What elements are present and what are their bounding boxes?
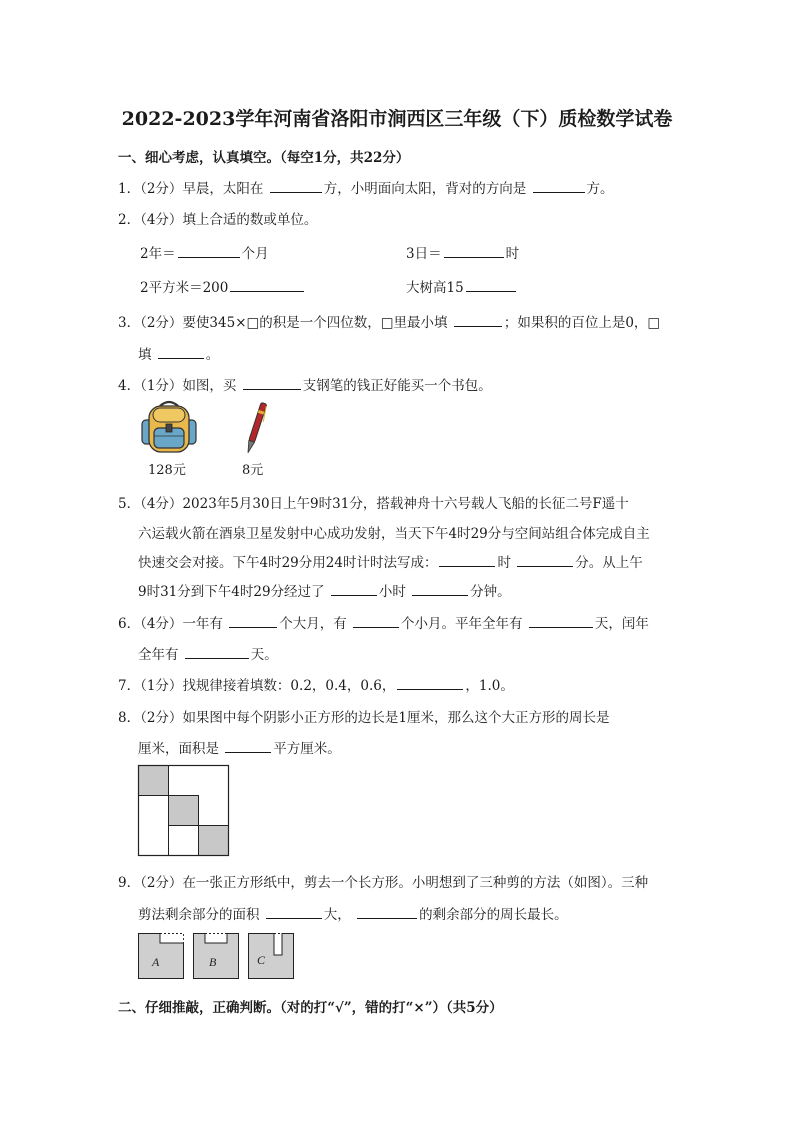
q2-item-unit: 时 — [505, 246, 520, 262]
q3-text: 填 — [138, 347, 152, 363]
figure-c-label: C — [257, 953, 266, 967]
q5-text: 9时31分到下午4时29分经过了 — [138, 584, 325, 600]
q5-text: 分。从上午 — [575, 555, 643, 571]
q3-text: 。 — [205, 347, 220, 363]
q2-item-text: 3日＝ — [406, 246, 442, 262]
q9-text: 剪法剩余部分的面积 — [138, 907, 260, 923]
q7-text: ，1.0。 — [465, 678, 514, 694]
question-9-line-2 — [138, 903, 568, 923]
q4-text: 支钢笔的钱正好能买一个书包。 — [302, 378, 492, 394]
q3-number: 3． — [118, 315, 141, 331]
q2-item-4 — [406, 276, 518, 296]
q6-blank-3[interactable] — [529, 613, 593, 628]
q6-score: （4分） — [140, 616, 183, 632]
q1-text: 早晨，太阳在 — [182, 181, 264, 197]
q9-blank-1[interactable] — [266, 904, 322, 919]
q6-blank-1[interactable] — [229, 613, 277, 628]
q6-text: 天。 — [250, 647, 278, 663]
q2-item-1 — [140, 242, 269, 262]
q5-number: 5． — [118, 496, 141, 512]
q2-blank-1[interactable] — [178, 243, 240, 258]
q9-number: 9． — [118, 875, 141, 891]
backpack-price: 128元 — [148, 463, 186, 478]
figure-a-label: A — [152, 955, 160, 969]
q9-blank-2[interactable] — [357, 904, 417, 919]
question-4 — [118, 374, 492, 394]
question-3-line-2 — [138, 343, 219, 363]
q1-text: 方。 — [586, 181, 614, 197]
q8-number: 8． — [118, 710, 141, 726]
q3-blank-2[interactable] — [158, 344, 204, 359]
q5-blank-1[interactable] — [439, 552, 495, 567]
q2-score: （4分） — [140, 212, 183, 228]
q6-text: 全年有 — [138, 647, 179, 663]
q1-score: （2分） — [140, 181, 183, 197]
question-8-line-2 — [138, 737, 341, 757]
q4-score: （1分） — [140, 378, 183, 394]
q1-blank-1[interactable] — [270, 178, 322, 193]
question-3 — [118, 311, 660, 331]
pen-icon — [244, 400, 268, 456]
q6-text: 天，闰年 — [594, 616, 649, 632]
q2-text: 填上合适的数或单位。 — [182, 212, 318, 228]
q9-text: 在一张正方形纸中，剪去一个长方形。小明想到了三种剪的方法（如图）。三种 — [182, 875, 649, 891]
q7-blank[interactable] — [397, 675, 463, 690]
cut-figure-b — [193, 933, 239, 979]
q2-item-text: 2年＝ — [140, 246, 176, 262]
q5-line-2: 六运载火箭在酒泉卫星发射中心成功发射，当天下午4时29分与空间站组合体完成自主 — [138, 526, 650, 542]
q5-blank-4[interactable] — [412, 581, 468, 596]
backpack-icon — [140, 400, 198, 456]
q5-text: 2023年5月30日上午9时31分，搭载神舟十六号载人飞船的长征二号F遥十 — [182, 496, 629, 512]
q7-number: 7． — [118, 678, 141, 694]
question-9 — [118, 871, 648, 891]
question-1 — [118, 177, 614, 197]
q2-item-text: 大树高15 — [406, 280, 464, 296]
q4-number: 4． — [118, 378, 141, 394]
q9-text: 的剩余部分的周长最长。 — [419, 907, 568, 923]
q5-blank-2[interactable] — [517, 552, 573, 567]
cut-figure-a — [138, 933, 184, 979]
cut-figure-c — [248, 933, 294, 979]
q6-text: 一年有 — [182, 616, 223, 632]
q1-text: 方，小明面向太阳，背对的方向是 — [323, 181, 527, 197]
q9-score: （2分） — [140, 875, 183, 891]
q5-line-4 — [138, 580, 511, 600]
q2-item-2 — [406, 242, 519, 262]
q9-text: 大， — [323, 907, 351, 923]
q6-number: 6． — [118, 616, 141, 632]
q5-text: 时 — [497, 555, 511, 571]
q7-score: （1分） — [140, 678, 183, 694]
q6-text: 个大月，有 — [279, 616, 347, 632]
section2-heading: 二、仔细推敲，正确判断。（对的打“√”，错的打“×”）（共5分） — [118, 1000, 503, 1016]
q8-score: （2分） — [140, 710, 183, 726]
q5-text: 快速交会对接。下午4时29分用24时计时法写成： — [138, 555, 438, 571]
q5-blank-3[interactable] — [331, 581, 377, 596]
q8-text: 厘米，面积是 — [138, 741, 219, 757]
shaded-square-1 — [139, 766, 169, 796]
question-2 — [118, 208, 317, 228]
q4-text: 如图，买 — [182, 378, 237, 394]
q3-score: （2分） — [140, 315, 183, 331]
shaded-square-2 — [169, 796, 199, 826]
question-8 — [118, 706, 610, 726]
q2-blank-3[interactable] — [230, 277, 304, 292]
q8-blank[interactable] — [225, 738, 271, 753]
q2-item-unit: 个月 — [241, 246, 269, 262]
q8-text: 如果图中每个阴影小正方形的边长是1厘米，那么这个大正方形的周长是 — [182, 710, 610, 726]
q8-text: 平方厘米。 — [273, 741, 341, 757]
q3-text: 要使345×□的积是一个四位数，□里最小填 — [182, 315, 448, 331]
figure-b-label: B — [209, 955, 217, 969]
q6-blank-2[interactable] — [353, 613, 399, 628]
question-6-line-2 — [138, 643, 278, 663]
q2-blank-4[interactable] — [466, 277, 516, 292]
question-7 — [118, 674, 514, 694]
q5-score: （4分） — [140, 496, 183, 512]
q6-blank-4[interactable] — [185, 644, 249, 659]
q1-number: 1． — [118, 181, 141, 197]
q3-text: ；如果积的百位上是0，□ — [503, 315, 661, 331]
q2-number: 2． — [118, 212, 141, 228]
q2-blank-2[interactable] — [444, 243, 504, 258]
q1-blank-2[interactable] — [533, 178, 585, 193]
page-title: 2022-2023学年河南省洛阳市涧西区三年级（下）质检数学试卷 — [121, 108, 673, 130]
q7-text: 找规律接着填数：0.2，0.4，0.6， — [182, 678, 396, 694]
q3-blank-1[interactable] — [454, 312, 502, 327]
q5-text: 分钟。 — [470, 584, 511, 600]
section1-heading: 一、细心考虑，认真填空。（每空1分，共22分） — [118, 150, 410, 166]
q5-text: 小时 — [378, 584, 406, 600]
q2-item-3 — [140, 276, 306, 296]
pen-price: 8元 — [242, 463, 264, 478]
question-6 — [118, 612, 649, 632]
question-5 — [118, 492, 629, 512]
q2-item-text: 2平方米＝200 — [140, 280, 229, 296]
q6-text: 个小月。平年全年有 — [401, 616, 523, 632]
square-diagram — [138, 765, 230, 857]
shaded-square-3 — [199, 826, 229, 856]
q5-line-3 — [138, 551, 643, 571]
q4-blank[interactable] — [243, 375, 301, 390]
